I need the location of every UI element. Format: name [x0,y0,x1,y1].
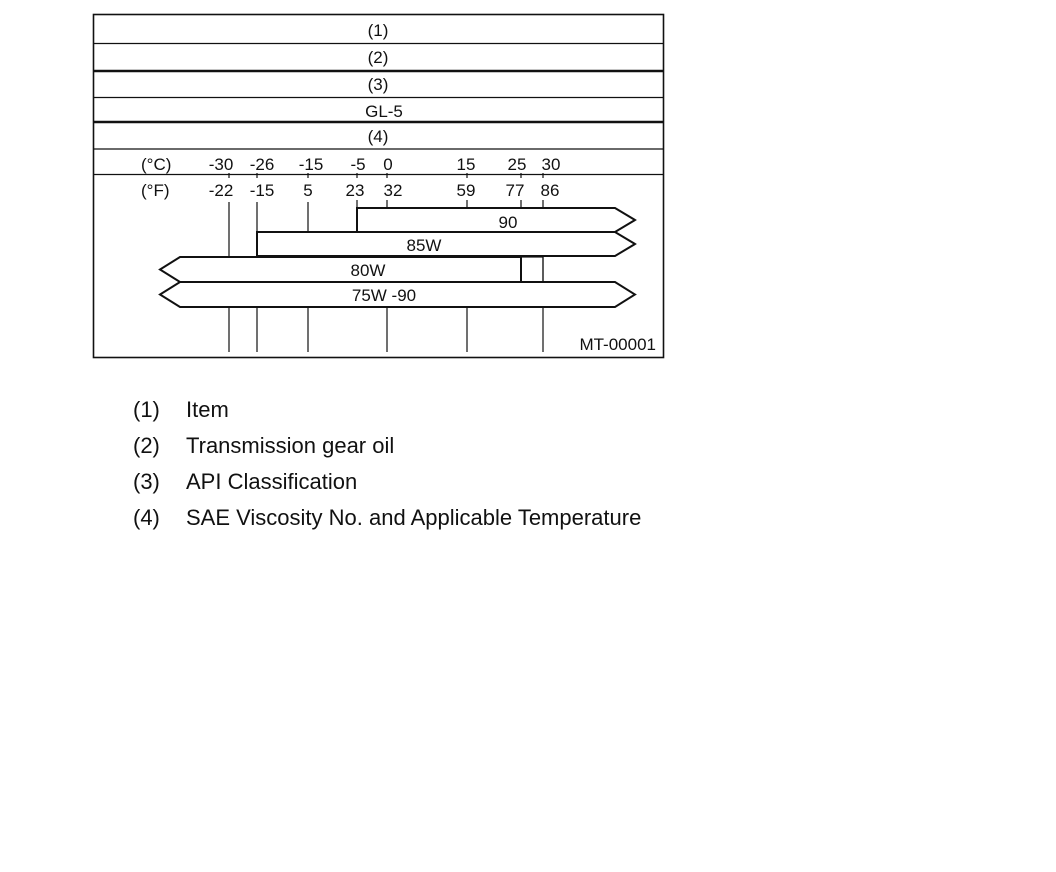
legend-item [133,432,641,468]
viscosity-bar-90 [357,208,635,232]
viscosity-label-90: 90 [498,213,518,232]
celsius-tick-label: -15 [298,155,324,174]
fahrenheit-tick-label: -15 [249,181,275,200]
legend-text: SAE Viscosity No. and Applicable Temperature [186,505,642,530]
celsius-tick-label: -5 [350,155,366,174]
celsius-tick-label: 25 [507,155,527,174]
fahrenheit-tick-label: 23 [345,181,365,200]
legend-item [133,504,641,540]
legend-number: (3) [133,469,160,494]
celsius-tick-label: 30 [541,155,561,174]
viscosity-bar-80w-extension [521,257,543,282]
figure-code: MT-00001 [579,335,656,354]
fahrenheit-tick-label: 77 [505,181,525,200]
row-label-sae-viscosity: (4) [367,127,389,146]
viscosity-label-85w: 85W [406,236,442,255]
fahrenheit-unit-label: (°F) [141,181,170,200]
viscosity-bar-80w [160,257,521,282]
fahrenheit-tick-label: 86 [540,181,560,200]
celsius-tick-label: 0 [383,155,393,174]
legend-number: (1) [133,397,160,422]
celsius-tick-label: 15 [456,155,476,174]
row-label-item: (1) [367,21,389,40]
api-classification-value: GL-5 [365,102,403,121]
fahrenheit-tick-label: -22 [208,181,234,200]
fahrenheit-tick-label: 32 [383,181,403,200]
viscosity-chart [0,0,1056,380]
viscosity-bar-85w [257,232,635,256]
legend-number: (2) [133,433,160,458]
legend-text: API Classification [186,469,358,494]
legend-list [133,396,641,540]
celsius-unit-label: (°C) [141,155,172,174]
viscosity-label-80w: 80W [350,261,386,280]
celsius-tick-label: -26 [249,155,275,174]
celsius-tick-label: -30 [208,155,234,174]
legend-text: Item [186,397,229,422]
viscosity-label-75w-90: 75W -90 [351,286,417,305]
legend-item [133,468,641,504]
legend-text: Transmission gear oil [186,433,395,458]
fahrenheit-tick-label: 59 [456,181,476,200]
row-label-transmission-gear-oil: (2) [367,48,389,67]
fahrenheit-tick-label: 5 [303,181,313,200]
row-label-api-classification: (3) [367,75,389,94]
legend-number: (4) [133,505,160,530]
legend-item [133,396,641,432]
